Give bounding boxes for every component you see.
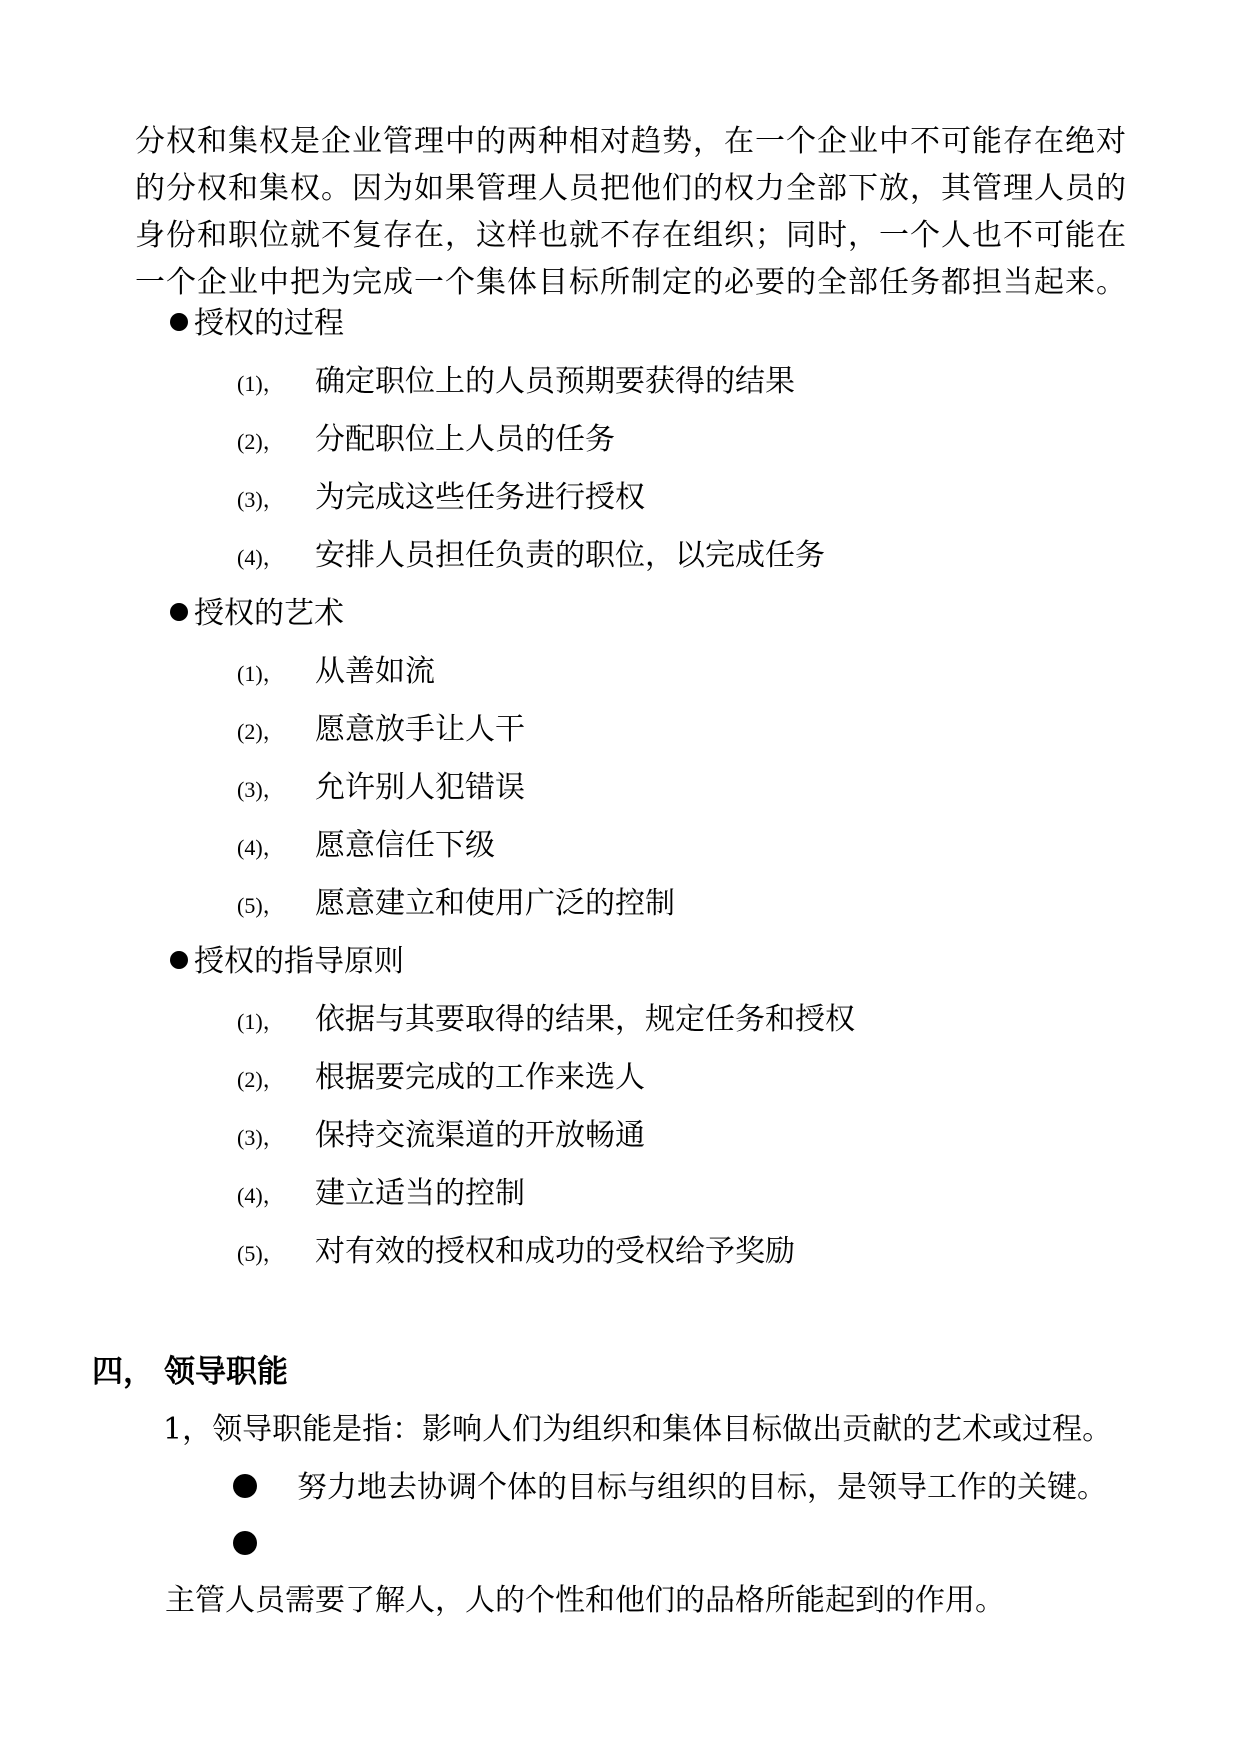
item-number: (1)， xyxy=(237,1009,285,1034)
item-text: 依据与其要取得的结果，规定任务和授权 xyxy=(315,1002,855,1037)
list-item xyxy=(237,820,495,864)
item-text: 安排人员担任负责的职位，以完成任务 xyxy=(315,538,825,573)
bullet-heading xyxy=(170,298,344,342)
item-number: (2)， xyxy=(237,429,285,454)
bullet-dot-icon xyxy=(233,1474,257,1498)
closing-text: 主管人员需要了解人，人的个性和他们的品格所能起到的作用。 xyxy=(165,1583,1005,1618)
chapter-heading xyxy=(92,1346,288,1391)
item-text: 分配职位上人员的任务 xyxy=(315,422,615,457)
bullet-heading xyxy=(170,588,344,632)
list-item xyxy=(237,1168,525,1212)
item-text: 允许别人犯错误 xyxy=(315,770,525,805)
list-item xyxy=(237,762,525,806)
chapter-number: 四， xyxy=(92,1354,154,1390)
key-point-text: 努力地去协调个体的目标与组织的目标，是领导工作的关键。 xyxy=(297,1470,1107,1505)
item-number: (5)， xyxy=(237,1241,285,1266)
item-text: 为完成这些任务进行授权 xyxy=(315,480,645,515)
item-text: 对有效的授权和成功的受权给予奖励 xyxy=(315,1234,795,1269)
chapter-title: 领导职能 xyxy=(164,1354,288,1390)
list-item xyxy=(237,414,615,458)
item-text: 愿意建立和使用广泛的控制 xyxy=(315,886,675,921)
bullet-dot-icon xyxy=(170,313,188,331)
intro-line: 身份和职位就不复存在，这样也就不存在组织；同时，一个人也不可能在 xyxy=(135,218,1127,253)
item-number: (5)， xyxy=(237,893,285,918)
list-item xyxy=(237,472,645,516)
list-item xyxy=(237,994,855,1038)
item-number: (3)， xyxy=(237,1125,285,1150)
item-number: (1)， xyxy=(237,661,285,686)
heading-text: 授权的指导原则 xyxy=(194,944,404,979)
list-item xyxy=(237,530,825,574)
item-text: 保持交流渠道的开放畅通 xyxy=(315,1118,645,1153)
list-item xyxy=(237,356,795,400)
item-text: 从善如流 xyxy=(315,654,435,689)
item-number: (1)， xyxy=(237,371,285,396)
item-text: 根据要完成的工作来选人 xyxy=(315,1060,645,1095)
item-number: (3)， xyxy=(237,487,285,512)
definition-text: 1，领导职能是指：影响人们为组织和集体目标做出贡献的艺术或过程。 xyxy=(163,1412,1113,1447)
intro-line: 的分权和集权。因为如果管理人员把他们的权力全部下放，其管理人员的 xyxy=(135,171,1127,206)
item-number: (3)， xyxy=(237,777,285,802)
heading-text: 授权的艺术 xyxy=(194,596,344,631)
item-text: 愿意放手让人干 xyxy=(315,712,525,747)
item-text: 建立适当的控制 xyxy=(315,1176,525,1211)
list-item xyxy=(237,878,675,922)
intro-line: 分权和集权是企业管理中的两种相对趋势，在一个企业中不可能存在绝对 xyxy=(135,124,1127,159)
list-item xyxy=(237,1052,645,1096)
item-text: 确定职位上的人员预期要获得的结果 xyxy=(315,364,795,399)
item-number: (2)， xyxy=(237,1067,285,1092)
list-item xyxy=(237,1226,795,1270)
intro-paragraph xyxy=(135,118,1135,306)
item-number: (4)， xyxy=(237,545,285,570)
list-item xyxy=(237,704,525,748)
list-item xyxy=(237,646,435,690)
bullet-heading xyxy=(170,936,404,980)
bullet-dot-icon xyxy=(233,1531,257,1555)
heading-text: 授权的过程 xyxy=(194,306,344,341)
item-number: (4)， xyxy=(237,835,285,860)
intro-line: 一个企业中把为完成一个集体目标所制定的必要的全部任务都担当起来。 xyxy=(135,265,1127,300)
bullet-dot-icon xyxy=(170,603,188,621)
list-item xyxy=(237,1110,645,1154)
item-text: 愿意信任下级 xyxy=(315,828,495,863)
item-number: (2)， xyxy=(237,719,285,744)
bullet-dot-icon xyxy=(170,951,188,969)
item-number: (4)， xyxy=(237,1183,285,1208)
